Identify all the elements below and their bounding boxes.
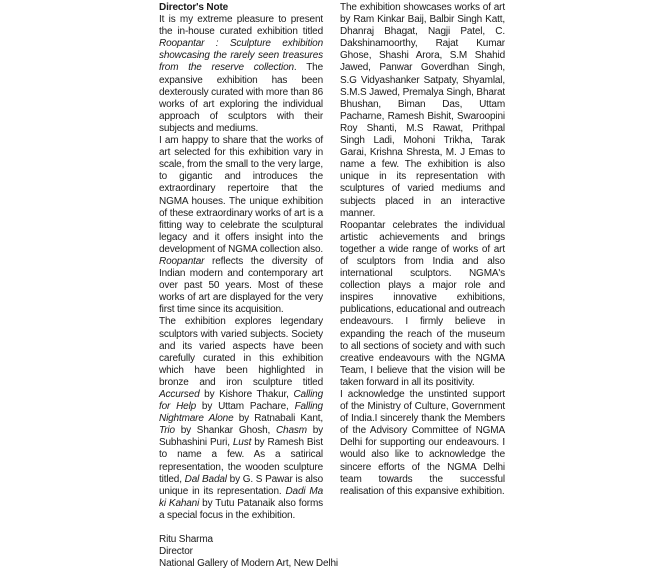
- italic-title: Calling for Help: [159, 389, 323, 413]
- paragraph: Roopantar celebrates the individual artistic achievements and brings together a wide range of works of art of sculptors from India and also international sculptors. NGMA's collection plays a major role and inspires innovative exhibitions, publications, educational and outreach endeavours. I firmly believe in expanding the reach of the museum to all sections of society and with such creative endeavours with the NGMA Team, I believe that the vision will be taken forward in all its positivity.: [340, 219, 505, 388]
- page-title: Director's Note: [159, 2, 229, 13]
- italic-title: Accursed: [159, 389, 200, 400]
- signature-title: Director: [159, 546, 193, 558]
- italic-title: Falling Nightmare Alone: [159, 401, 323, 425]
- italic-title: Roopantar : Sculpture exhibition showcasing the rarely seen treasures from the reserve collection: [159, 38, 323, 74]
- italic-title: Dadi Ma ki Kahani: [159, 485, 324, 509]
- italic-title: Trio: [159, 425, 175, 437]
- paragraph: The exhibition showcases works of art by Ram Kinkar Baij, Balbir Singh Katt, Dhanraj Bhagat, Nagji Patel, C. Dakshinamoorthy, Rajat Kumar Ghose, Shashi Arora, S.M Shahid Jawed, Panwar Goverdhan Singh, S.G Vidyashanker Satpaty, Shyamlal, S.M.S Jawed, Premalya Singh, Bharat Bhushan, Biman Das, Uttam Pacharne, Ramesh Bishit, Swaroopini Roy Shanti, M.S Rawat, Prithpal Singh Ladi, Mohoni Trikha, Tarak Garai, Krishna Shresta, M. J Emas to name a few. The exhibition is also unique in its representation with sculptures of varied mediums and subjects placed in an interactive manner.: [340, 2, 505, 219]
- left-column: [159, 2, 338, 570]
- paragraph: I am happy to share that the works of art selected for this exhibition vary in scale, from the small to the very large, to gigantic and introduces the extraordinary repertoire that the NGMA houses. The unique exhibition of these extraordinary works of art is a fitting way to celebrate the sculptural legacy and it offers insight into the development of NGMA collection also. Roopantar reflects the diversity of Indian modern and contemporary art over past 50 years. Most of these works of art are displayed for the very first time since its acquisition.: [159, 135, 323, 316]
- signature-name: Ritu Sharma: [159, 534, 213, 546]
- paragraph: The exhibition explores legendary sculptors with varied subjects. Society and its varied aspects have been carefully curated in this exhibition which have been highlighted in bronze and iron sculpture titled Accursed by Kishore Thakur, Calling for Help by Uttam Pachare, Falling Nightmare Alone by Ratnabali Kant, Trio by Shankar Ghosh, Chasm by Subhashini Puri, Lust by Ramesh Bist to name a few. As a satirical representation, the wooden sculpture titled, Dal Badal by G. S Pawar is also unique in its representation. Dadi Ma ki Kahani by Tutu Patanaik also forms a special focus in the exhibition.: [159, 316, 324, 521]
- right-column: [340, 2, 505, 498]
- signature-block: [159, 534, 338, 570]
- italic-title: Chasm: [275, 425, 307, 437]
- paragraph: I acknowledge the unstinted support of the Ministry of Culture, Government of India.I sincerely thank the Members of the Advisory Committee of NGMA Delhi for supporting our endeavours. I would also like to acknowledge the sincere efforts of the NGMA Delhi team towards the successful realisation of this expansive exhibition.: [340, 389, 505, 497]
- italic-title: Roopantar: [159, 255, 205, 267]
- italic-title: Lust: [232, 437, 252, 449]
- paragraph: It is my extreme pleasure to present the in-house curated exhibition titled Roopantar : Sculpture exhibition showcasing the rarely seen treasures from the reserve collection. The expansive exhibition has been dexterously curated with more than 86 works of art exploring the individual approach of sculptors with their subjects and mediums.: [159, 14, 323, 134]
- signature-org: National Gallery of Modern Art, New Delhi: [159, 558, 338, 570]
- italic-title: Dal Badal: [184, 473, 227, 485]
